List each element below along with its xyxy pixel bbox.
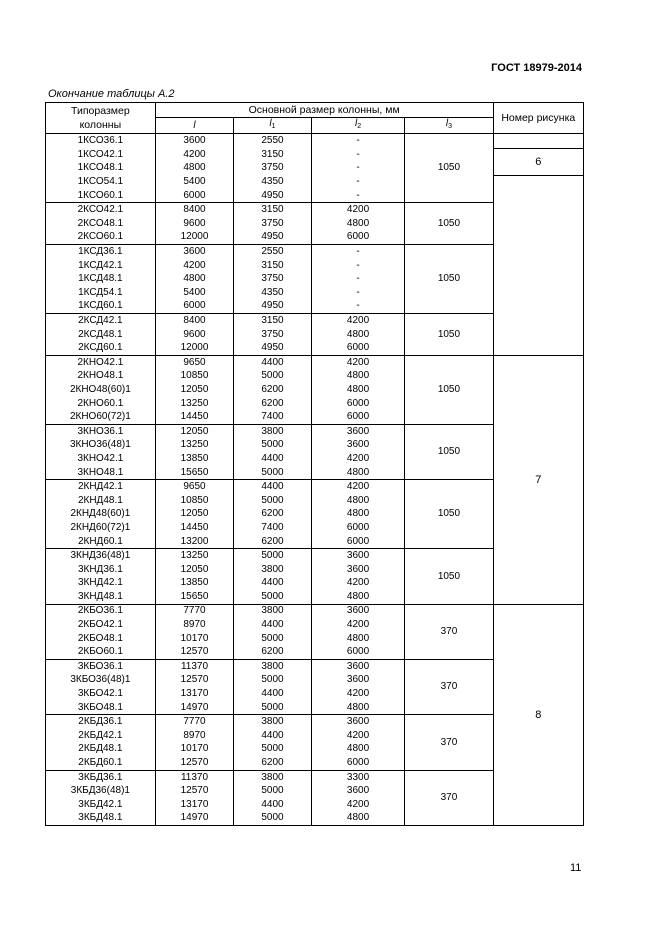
cell-l: 9650 [155,480,234,494]
header-l2: $l_2$ [311,118,405,134]
cell-type: 1КСД36.1 [46,245,156,259]
cell-l: 10170 [155,743,234,757]
cell-l3: 1050 [405,134,493,203]
cell-l: 7770 [155,604,234,618]
cell-type: 1КСО48.1 [46,162,156,176]
cell-l3: 1050 [405,245,493,314]
columns-table [45,102,584,826]
cell-type: 3КБО48.1 [46,701,156,715]
cell-l2: 4200 [311,798,405,812]
cell-l2: 6000 [311,645,405,659]
cell-l2: 4800 [311,590,405,604]
cell-type: 3КНО36(48)1 [46,439,156,453]
table-row [46,148,584,162]
cell-l: 10850 [155,494,234,508]
cell-l: 15650 [155,466,234,480]
cell-l1: 6200 [234,397,311,411]
cell-type: 3КНО48.1 [46,466,156,480]
cell-l3: 1050 [405,424,493,479]
cell-type: 1КСО36.1 [46,134,156,149]
cell-type: 2КНД42.1 [46,480,156,494]
cell-type: 2КНД48(60)1 [46,508,156,522]
cell-type: 3КНД42.1 [46,577,156,591]
cell-l1: 6200 [234,535,311,549]
cell-type: 2КСО60.1 [46,231,156,245]
cell-l2: 3600 [311,784,405,798]
cell-l1: 4400 [234,729,311,743]
cell-l: 13250 [155,439,234,453]
cell-l2: 6000 [311,535,405,549]
cell-l2: 3600 [311,549,405,563]
cell-figure-number [493,134,583,149]
cell-l: 6000 [155,300,234,314]
cell-l2: 4800 [311,383,405,397]
table-row [46,604,584,618]
cell-l1: 3800 [234,563,311,577]
cell-l2: - [311,300,405,314]
cell-l2: 4800 [311,217,405,231]
cell-l1: 5000 [234,549,311,563]
cell-l3: 1050 [405,549,493,604]
cell-l1: 5000 [234,466,311,480]
cell-l1: 5000 [234,674,311,688]
cell-l2: 4800 [311,328,405,342]
cell-l2: 4200 [311,314,405,328]
cell-l1: 3750 [234,272,311,286]
cell-l1: 6200 [234,645,311,659]
cell-l2: 4800 [311,743,405,757]
cell-l1: 2550 [234,245,311,259]
cell-l2: 4200 [311,452,405,466]
cell-type: 3КБО42.1 [46,687,156,701]
cell-l2: 3600 [311,563,405,577]
cell-l: 12570 [155,784,234,798]
cell-l: 13170 [155,687,234,701]
cell-l2: 6000 [311,231,405,245]
cell-l1: 4400 [234,618,311,632]
cell-type: 2КНО60.1 [46,397,156,411]
cell-l: 3600 [155,245,234,259]
cell-l1: 4950 [234,300,311,314]
cell-figure-number [493,175,583,355]
cell-l: 13850 [155,452,234,466]
cell-l: 10170 [155,632,234,646]
cell-l2: - [311,259,405,273]
cell-l1: 3150 [234,203,311,217]
cell-l: 11370 [155,660,234,674]
cell-l2: 6000 [311,756,405,770]
cell-type: 2КСД42.1 [46,314,156,328]
cell-l1: 4950 [234,189,311,203]
cell-type: 2КНО42.1 [46,356,156,370]
cell-l: 12570 [155,674,234,688]
cell-type: 3КБД36(48)1 [46,784,156,798]
cell-l1: 4400 [234,356,311,370]
cell-l: 7770 [155,715,234,729]
cell-l2: 3600 [311,439,405,453]
cell-l1: 5000 [234,743,311,757]
cell-l2: 3300 [311,770,405,784]
cell-l2: - [311,286,405,300]
cell-l1: 7400 [234,521,311,535]
cell-type: 3КНД48.1 [46,590,156,604]
cell-l1: 2550 [234,134,311,149]
cell-type: 2КСД48.1 [46,328,156,342]
header-l: l [155,118,234,134]
header-l1: $l_1$ [234,118,311,134]
cell-l: 12570 [155,645,234,659]
cell-l2: 3600 [311,424,405,438]
cell-type: 2КБО60.1 [46,645,156,659]
cell-l1: 3800 [234,660,311,674]
cell-l: 12000 [155,341,234,355]
cell-l: 12050 [155,563,234,577]
cell-l1: 4350 [234,175,311,189]
cell-l2: 4800 [311,466,405,480]
cell-l2: 3600 [311,715,405,729]
cell-l2: 4200 [311,577,405,591]
cell-type: 2КБО42.1 [46,618,156,632]
cell-l1: 5000 [234,494,311,508]
cell-l2: 4200 [311,687,405,701]
cell-type: 1КСД60.1 [46,300,156,314]
cell-type: 2КБД60.1 [46,756,156,770]
cell-l1: 6200 [234,383,311,397]
cell-type: 2КБО48.1 [46,632,156,646]
header-size-group: Основной размер колонны, мм [155,103,493,118]
header-type-line-2: колонны [79,119,122,131]
cell-l: 5400 [155,286,234,300]
cell-l1: 5000 [234,701,311,715]
cell-l2: 3600 [311,604,405,618]
cell-figure-number: 6 [493,148,583,175]
cell-l2: - [311,245,405,259]
cell-l1: 3800 [234,715,311,729]
cell-l: 4800 [155,272,234,286]
cell-l2: 6000 [311,341,405,355]
cell-l2: 4800 [311,508,405,522]
cell-l1: 4400 [234,452,311,466]
cell-l: 12570 [155,756,234,770]
cell-type: 2КБД42.1 [46,729,156,743]
cell-type: 3КБД36.1 [46,770,156,784]
cell-l2: - [311,162,405,176]
cell-l2: 6000 [311,410,405,424]
header-type [46,103,156,134]
cell-l1: 3800 [234,770,311,784]
cell-l1: 5000 [234,812,311,826]
cell-l: 15650 [155,590,234,604]
cell-l3: 1050 [405,480,493,549]
cell-l1: 5000 [234,590,311,604]
cell-l: 8400 [155,314,234,328]
cell-l: 3600 [155,134,234,149]
cell-l2: 4800 [311,701,405,715]
cell-l: 6000 [155,189,234,203]
cell-l3: 370 [405,770,493,825]
cell-l: 9600 [155,328,234,342]
cell-type: 1КСО54.1 [46,175,156,189]
cell-l1: 3750 [234,162,311,176]
cell-l2: - [311,189,405,203]
table-row [46,134,584,149]
cell-l2: 3600 [311,674,405,688]
cell-type: 2КНД60.1 [46,535,156,549]
cell-l: 13250 [155,549,234,563]
header-type-line-1: Типоразмер [71,105,130,117]
cell-l1: 3800 [234,424,311,438]
cell-l: 13850 [155,577,234,591]
cell-l: 4200 [155,148,234,162]
cell-type: 2КСО48.1 [46,217,156,231]
cell-l1: 6200 [234,508,311,522]
cell-l1: 5000 [234,439,311,453]
cell-l: 14450 [155,521,234,535]
cell-l: 4800 [155,162,234,176]
cell-l: 13170 [155,798,234,812]
cell-l1: 4950 [234,341,311,355]
cell-l: 9600 [155,217,234,231]
cell-l: 14450 [155,410,234,424]
cell-l2: 4800 [311,494,405,508]
cell-l1: 7400 [234,410,311,424]
cell-l2: 6000 [311,521,405,535]
cell-l1: 3150 [234,259,311,273]
cell-l1: 4350 [234,286,311,300]
cell-l2: - [311,148,405,162]
cell-l: 8970 [155,618,234,632]
cell-type: 3КНД36.1 [46,563,156,577]
cell-l3: 1050 [405,356,493,425]
cell-l: 5400 [155,175,234,189]
cell-l3: 370 [405,715,493,770]
cell-type: 2КБО36.1 [46,604,156,618]
cell-l2: - [311,272,405,286]
cell-l2: 4800 [311,812,405,826]
cell-l1: 3750 [234,328,311,342]
page-number: 11 [570,862,582,874]
cell-type: 2КСД60.1 [46,341,156,355]
cell-type: 2КНО60(72)1 [46,410,156,424]
cell-l1: 5000 [234,370,311,384]
cell-l: 13200 [155,535,234,549]
cell-l: 12050 [155,383,234,397]
cell-l1: 4400 [234,577,311,591]
cell-l: 8400 [155,203,234,217]
cell-l1: 3150 [234,148,311,162]
cell-l2: - [311,175,405,189]
cell-type: 2КНО48(60)1 [46,383,156,397]
cell-l: 14970 [155,701,234,715]
cell-l2: 4200 [311,356,405,370]
table-row [46,356,584,370]
cell-l: 4200 [155,259,234,273]
table-caption: Окончание таблицы А.2 [48,88,175,100]
cell-l1: 5000 [234,784,311,798]
cell-l1: 3750 [234,217,311,231]
cell-l1: 6200 [234,756,311,770]
cell-l2: 4200 [311,203,405,217]
cell-type: 3КНО42.1 [46,452,156,466]
cell-l3: 1050 [405,203,493,245]
header-l3: $l_3$ [405,118,493,134]
header-figure: Номер рисунка [493,103,583,134]
standard-designation: ГОСТ 18979-2014 [491,62,582,74]
cell-l2: - [311,134,405,149]
cell-l: 12000 [155,231,234,245]
cell-l: 12050 [155,508,234,522]
cell-type: 2КСО42.1 [46,203,156,217]
cell-l3: 1050 [405,314,493,356]
cell-l: 14970 [155,812,234,826]
cell-l1: 4950 [234,231,311,245]
cell-l2: 6000 [311,397,405,411]
cell-l2: 4800 [311,632,405,646]
cell-type: 3КБО36.1 [46,660,156,674]
cell-type: 2КБД48.1 [46,743,156,757]
cell-l1: 5000 [234,632,311,646]
cell-l: 8970 [155,729,234,743]
cell-l: 12050 [155,424,234,438]
cell-type: 1КСД48.1 [46,272,156,286]
cell-l1: 3800 [234,604,311,618]
cell-type: 1КСД42.1 [46,259,156,273]
cell-type: 2КНД48.1 [46,494,156,508]
cell-l: 13250 [155,397,234,411]
cell-type: 2КНД60(72)1 [46,521,156,535]
table-row [46,175,584,189]
cell-type: 3КНО36.1 [46,424,156,438]
cell-l3: 370 [405,660,493,715]
table-body [46,134,584,826]
cell-l2: 4200 [311,618,405,632]
cell-l1: 4400 [234,798,311,812]
cell-l: 9650 [155,356,234,370]
cell-type: 2КНО48.1 [46,370,156,384]
cell-l1: 4400 [234,687,311,701]
cell-type: 3КБД42.1 [46,798,156,812]
cell-type: 2КБД36.1 [46,715,156,729]
cell-l3: 370 [405,604,493,659]
cell-type: 1КСД54.1 [46,286,156,300]
cell-type: 3КНД36(48)1 [46,549,156,563]
cell-type: 1КСО42.1 [46,148,156,162]
cell-l2: 4200 [311,480,405,494]
cell-type: 1КСО60.1 [46,189,156,203]
cell-figure-number: 7 [493,356,583,605]
cell-type: 3КБО36(48)1 [46,674,156,688]
cell-l1: 4400 [234,480,311,494]
cell-figure-number: 8 [493,604,583,826]
cell-l: 11370 [155,770,234,784]
cell-l2: 4200 [311,729,405,743]
cell-l: 10850 [155,370,234,384]
cell-l1: 3150 [234,314,311,328]
cell-l2: 3600 [311,660,405,674]
cell-l2: 4800 [311,370,405,384]
cell-type: 3КБД48.1 [46,812,156,826]
